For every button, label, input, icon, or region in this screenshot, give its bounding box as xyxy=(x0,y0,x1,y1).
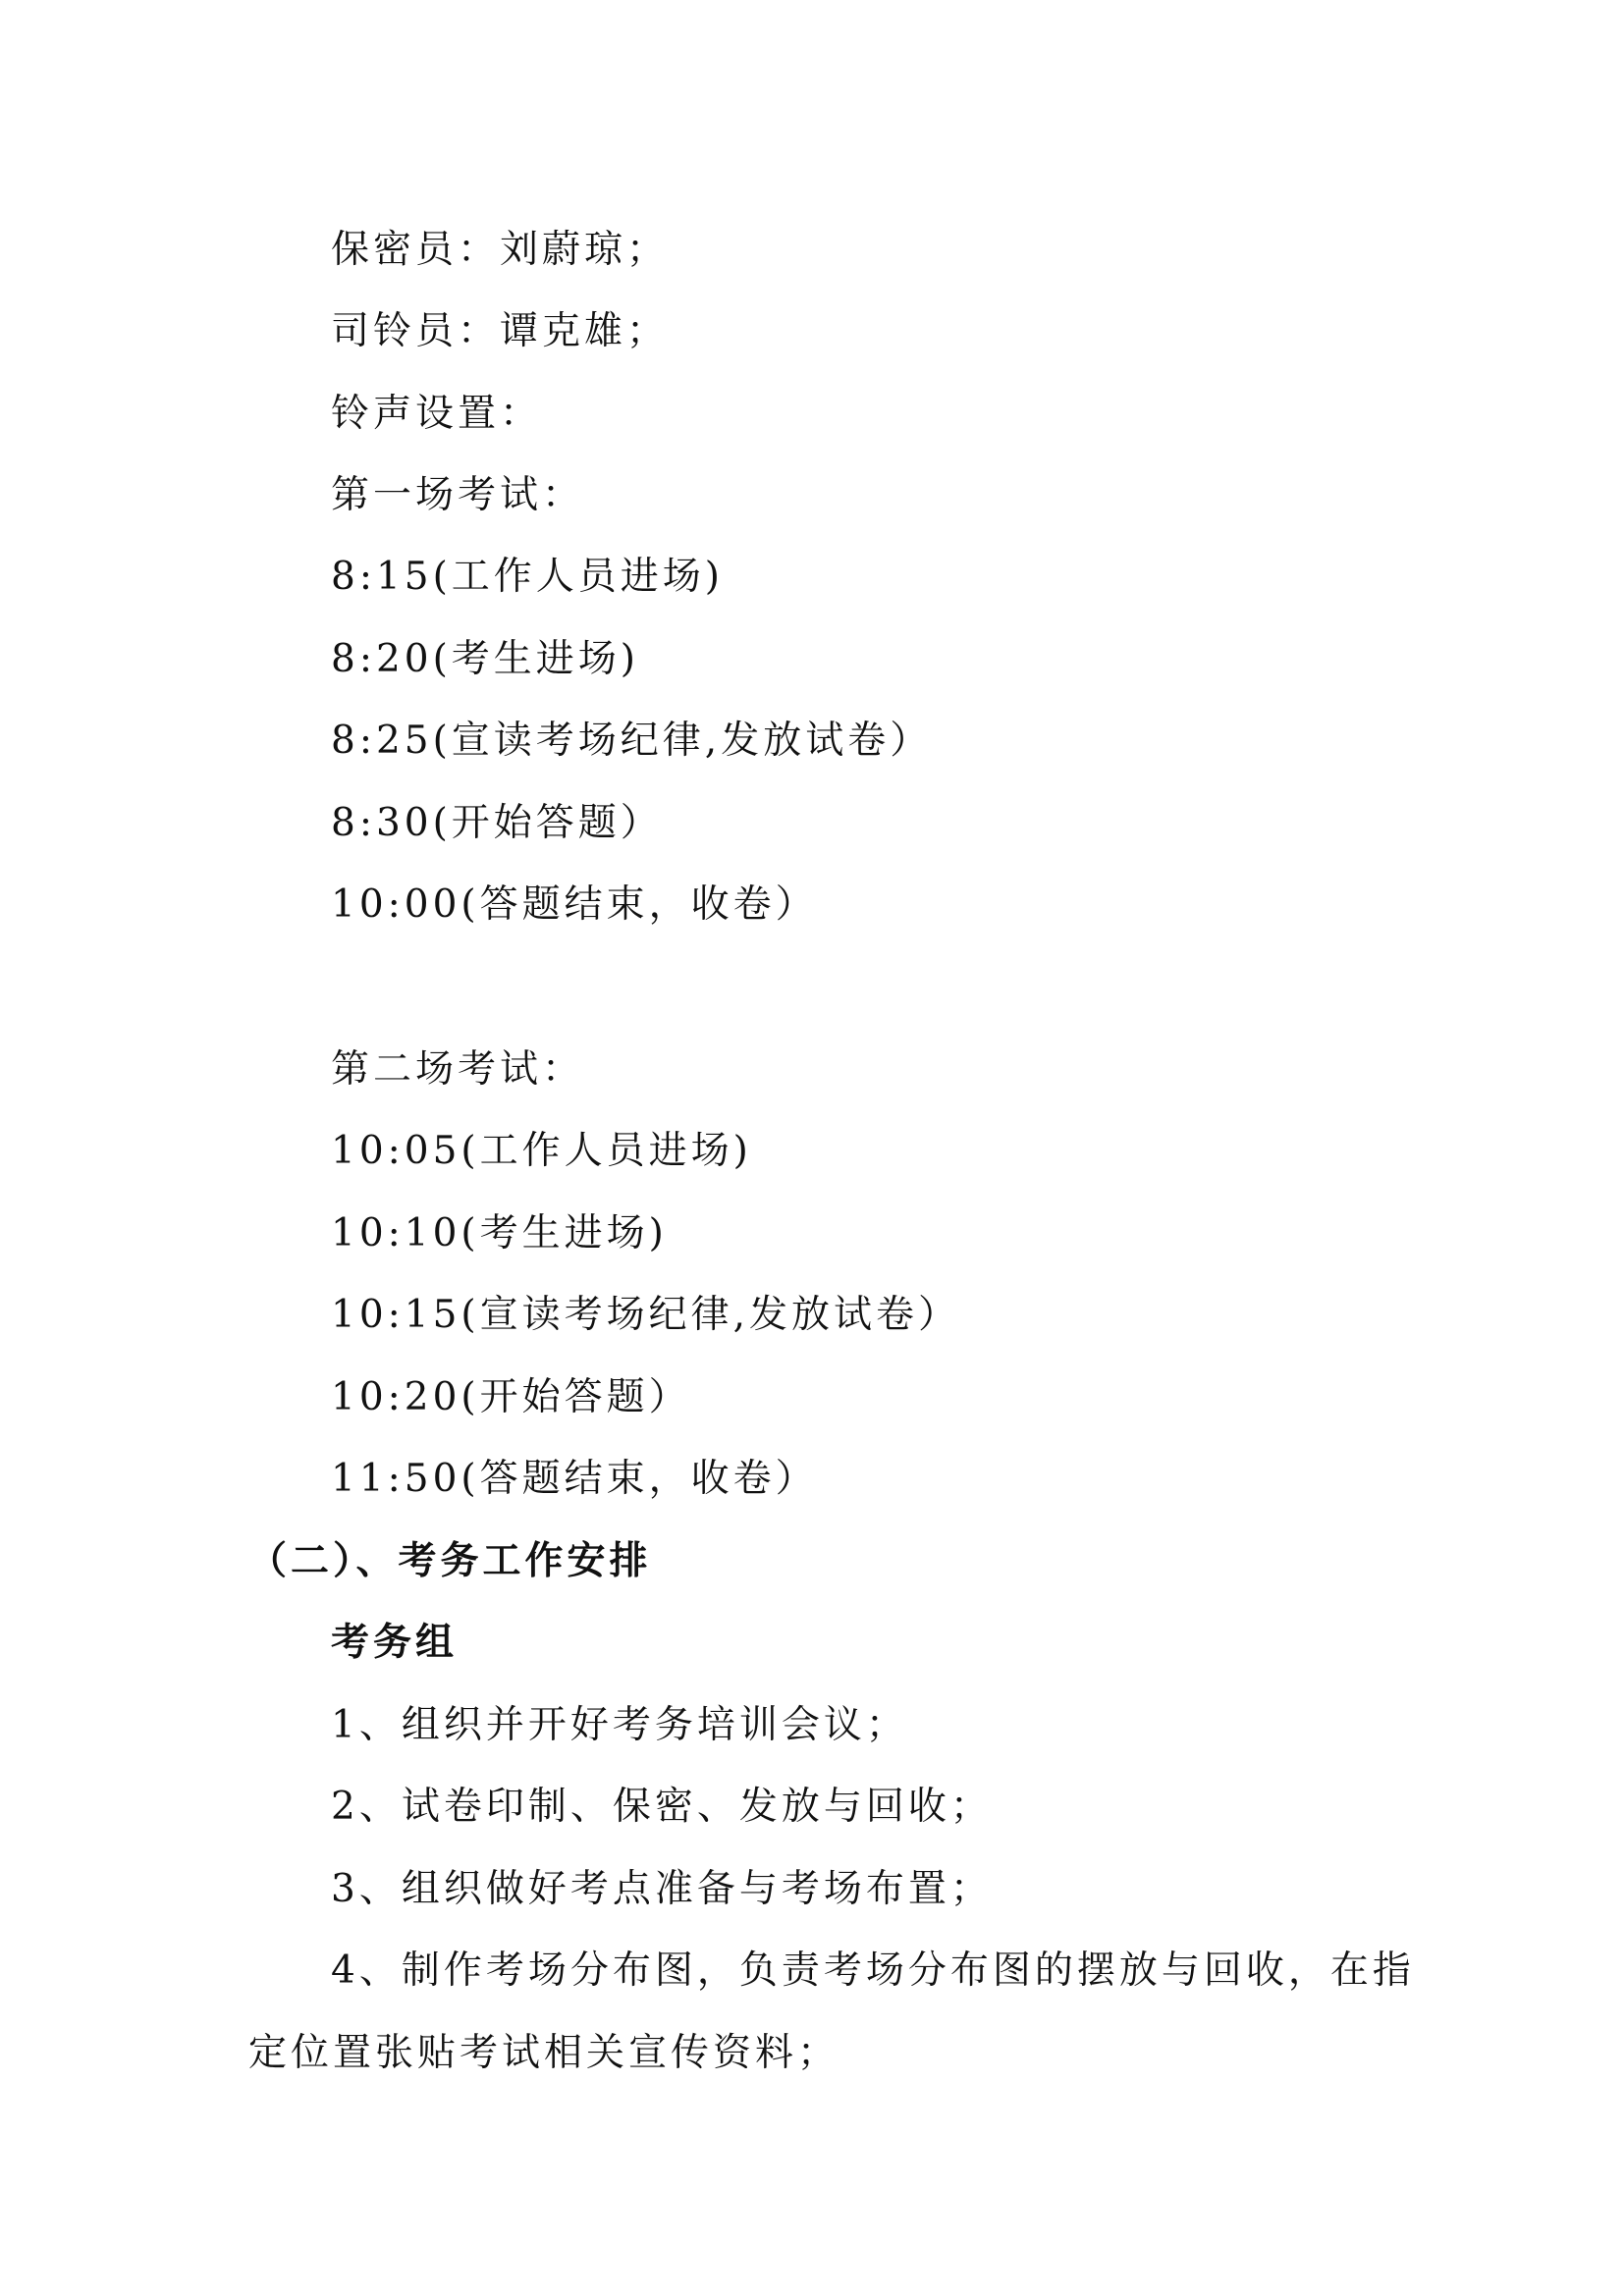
session-one-item: 8:30(开始答题） xyxy=(331,801,663,845)
session-two-item: 10:15(宣读考场纪律,发放试卷） xyxy=(331,1293,961,1337)
session-one-item: 8:20(考生进场) xyxy=(331,637,640,681)
session-one-item: 8:15(工作人员进场) xyxy=(331,555,725,599)
session-one-item: 10:00(答题结束，收卷） xyxy=(331,882,818,927)
session-one-title: 第一场考试： xyxy=(331,473,585,517)
bell-ringer-line: 司铃员：谭克雄； xyxy=(331,309,670,353)
security-officer-line: 保密员：刘蔚琼； xyxy=(331,228,670,272)
session-two-title: 第二场考试： xyxy=(331,1047,585,1092)
session-two-item: 10:10(考生进场) xyxy=(331,1211,668,1255)
task-item-4-line-2: 定位置张贴考试相关宣传资料； xyxy=(248,2031,840,2075)
session-two-item: 10:20(开始答题） xyxy=(331,1375,691,1419)
session-two-item: 10:05(工作人员进场) xyxy=(331,1129,752,1173)
bell-settings-line: 铃声设置： xyxy=(331,392,543,436)
task-item: 1、组织并开好考务培训会议； xyxy=(331,1703,908,1747)
session-two-item: 11:50(答题结束，收卷） xyxy=(331,1457,818,1501)
group-title: 考务组 xyxy=(331,1620,459,1665)
task-item: 3、组织做好考点准备与考场布置； xyxy=(331,1867,993,1911)
section-heading: （二）、考务工作安排 xyxy=(248,1538,652,1583)
task-item: 2、试卷印制、保密、发放与回收； xyxy=(331,1785,993,1829)
session-one-item: 8:25(宣读考场纪律,发放试卷） xyxy=(331,719,933,763)
task-item-4-line-1: 4、制作考场分布图，负责考场分布图的摆放与回收，在指 xyxy=(331,1949,1415,1993)
